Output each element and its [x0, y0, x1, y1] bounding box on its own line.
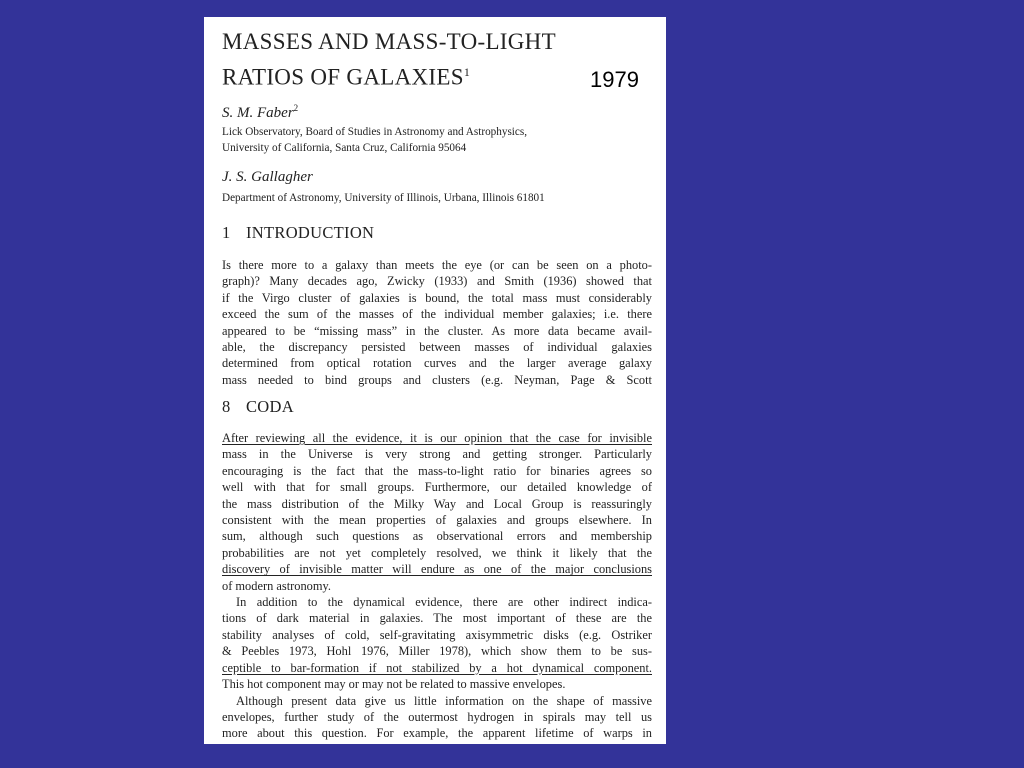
paper-title — [222, 27, 652, 93]
text-line: Is there more to a galaxy than meets the eye (or can be seen on a photo- — [222, 258, 652, 272]
text-line: envelopes, further study of the outermost hydrogen in spirals may tell us — [222, 709, 652, 724]
text-line: mass needed to bind groups and clusters (e.g. Neyman, Page & Scott — [222, 372, 652, 387]
text-line: graph)? Many decades ago, Zwicky (1933) and Smith (1936) showed that — [222, 274, 652, 289]
text-line: able, the discrepancy persisted between masses of individual galaxies — [222, 340, 652, 355]
text-line: the mass distribution of the Milky Way and Local Group is reassuringly — [222, 496, 652, 511]
text-line: Although present data give us little information on the shape of massive — [236, 693, 652, 708]
text-line: mass in the Universe is very strong and getting stronger. Particularly — [222, 447, 652, 462]
text-line: tions of dark material in galaxies. The most important of these are the — [222, 611, 652, 626]
text-line: & Peebles 1973, Hohl 1976, Miller 1978), which show them to be sus- — [222, 644, 652, 659]
paper-page — [204, 17, 666, 744]
section-heading-introduction: 1 INTRODUCTION — [222, 223, 375, 242]
text-line: encouraging is the fact that the mass-to-light ratio for binaries agrees so — [222, 463, 652, 478]
affiliation-line: Department of Astronomy, University of Illinois, Urbana, Illinois 61801 — [222, 192, 545, 204]
text-line: if the Virgo cluster of galaxies is bound, the total mass must considerably — [222, 290, 652, 305]
text-line: of modern astronomy. — [222, 578, 331, 593]
title-line-1: MASSES AND MASS-TO-LIGHT — [222, 29, 556, 54]
text-line: discovery of invisible matter will endure as one of the major conclusions — [222, 562, 652, 577]
text-line: This hot component may or may not be related to massive envelopes. — [222, 677, 566, 692]
text-line: determined from optical rotation curves and the larger average galaxy — [222, 356, 652, 371]
text-line: well with that for small groups. Furthermore, our detailed knowledge of — [222, 480, 652, 495]
text-line: consistent with the mean properties of galaxies and groups elsewhere. In — [222, 513, 652, 528]
section-heading-coda: 8 CODA — [222, 397, 294, 416]
title-footnote: 1 — [463, 65, 471, 79]
coda-paragraphs — [222, 430, 652, 742]
author-1-name: S. M. Faber$^2$ — [222, 103, 299, 121]
author-1-affiliation — [222, 124, 652, 156]
intro-paragraph — [222, 257, 652, 388]
text-line: exceed the sum of the masses of the individual member galaxies; i.e. there — [222, 307, 652, 322]
author-2-affiliation — [222, 190, 652, 206]
text-line: appeared to be “missing mass” in the cluster. As more data became avail- — [222, 323, 652, 338]
text-line: After reviewing all the evidence, it is our opinion that the case for invisible — [222, 431, 652, 445]
text-line: sum, although such questions as observational errors and membership — [222, 529, 652, 544]
affiliation-line: Lick Observatory, Board of Studies in Astronomy and Astrophysics, — [222, 126, 528, 138]
affiliation-line: University of California, Santa Cruz, California 95064 — [222, 142, 467, 154]
title-line-2: RATIOS OF GALAXIES$^1$ — [222, 64, 471, 90]
author-2-name: J. S. Gallagher — [222, 169, 313, 185]
text-line: more about this question. For example, the apparent lifetime of warps in — [222, 726, 652, 741]
text-line: probabilities are not yet completely resolved, we think it likely that the — [222, 545, 652, 560]
text-line: In addition to the dynamical evidence, there are other indirect indica- — [236, 595, 652, 610]
year-label: 1979 — [590, 67, 639, 92]
text-line: stability analyses of cold, self-gravitating axisymmetric disks (e.g. Ostriker — [222, 627, 652, 642]
text-line: ceptible to bar-formation if not stabilized by a hot dynamical component. — [222, 660, 652, 675]
